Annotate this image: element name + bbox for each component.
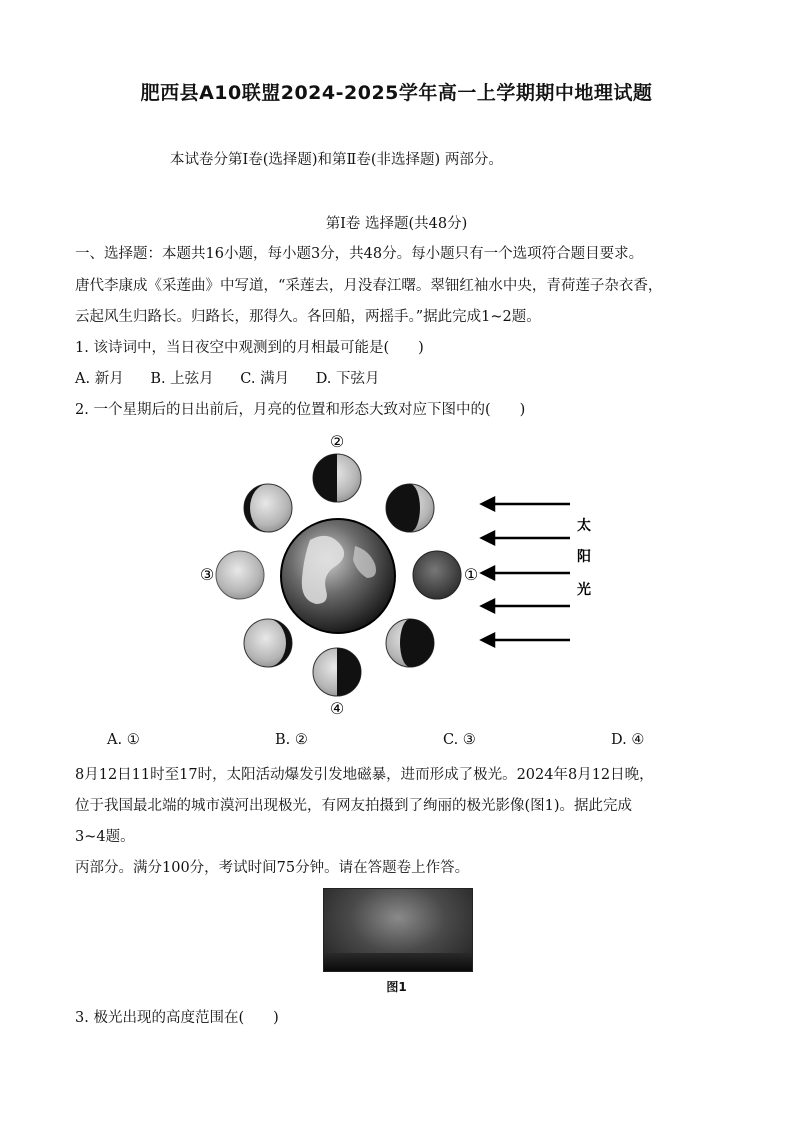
- section-instructions: 一、选择题：本题共16小题，每小题3分，共48分。每小题只有一个选项符合题目要求。: [75, 246, 644, 262]
- figure-caption: 图1: [386, 980, 407, 994]
- sunlight-arrows: [482, 498, 570, 646]
- aurora-photo: [323, 888, 473, 972]
- exam-title: 肥西县A10联盟2024-2025学年高一上学期期中地理试题: [140, 82, 653, 104]
- q2-option-a[interactable]: A. ①: [107, 732, 140, 748]
- q2-option-b[interactable]: B. ②: [275, 732, 308, 748]
- moon-position-2: [313, 454, 361, 502]
- intro-text: 本试卷分第Ⅰ卷(选择题)和第Ⅱ卷(非选择题) 两部分。: [170, 152, 503, 168]
- passage-2-line-1: 8月12日11时至17时，太阳活动爆发引发地磁暴，进而形成了极光。2024年8月12日晚，: [75, 767, 654, 783]
- question-1-stem: 1. 该诗词中，当日夜空中观测到的月相最可能是( ): [75, 340, 424, 356]
- earth-globe: [281, 519, 395, 633]
- question-2-stem: 2. 一个星期后的日出前后，月亮的位置和形态大致对应下图中的( ): [75, 402, 526, 418]
- sunlight-label-3: 光: [577, 582, 591, 598]
- moon-phase-diagram: [190, 428, 610, 728]
- moon-lower-left: [244, 619, 292, 667]
- moon-lower-right: [386, 619, 434, 667]
- aurora-photo-horizon: [324, 953, 472, 971]
- q2-option-d[interactable]: D. ④: [611, 732, 645, 748]
- label-1: ①: [463, 565, 479, 584]
- label-4: ④: [329, 699, 345, 718]
- sunlight-label-2: 阳: [577, 549, 591, 565]
- q2-option-c[interactable]: C. ③: [443, 732, 476, 748]
- q1-option-c[interactable]: C. 满月: [240, 371, 290, 387]
- moon-upper-left: [244, 484, 292, 532]
- moon-upper-right: [386, 484, 434, 532]
- section-heading: 第Ⅰ卷 选择题(共48分): [325, 216, 468, 232]
- moon-position-1: [413, 551, 461, 599]
- label-2: ②: [329, 432, 345, 451]
- label-3: ③: [199, 565, 215, 584]
- sunlight-label-1: 太: [577, 518, 591, 534]
- question-3-stem: 3. 极光出现的高度范围在( ): [75, 1010, 279, 1026]
- passage-2-line-2: 位于我国最北端的城市漠河出现极光，有网友拍摄到了绚丽的极光影像(图1)。据此完成: [75, 798, 633, 814]
- poem-intro-line-1: 唐代李康成《采莲曲》中写道，“采莲去，月没春江曙。翠钿红袖水中央，青荷莲子杂衣香，: [75, 278, 663, 294]
- moon-position-3: [216, 551, 264, 599]
- passage-2-line-3: 3~4题。: [75, 829, 135, 845]
- question-1-options: [75, 367, 402, 388]
- q1-option-a[interactable]: A. 新月: [75, 371, 124, 387]
- q1-option-d[interactable]: D. 下弦月: [315, 371, 380, 387]
- passage-2-line-4: 丙部分。满分100分，考试时间75分钟。请在答题卷上作答。: [75, 860, 470, 876]
- poem-intro-line-2: 云起风生归路长。归路长，那得久。各回船，两摇手。”据此完成1~2题。: [75, 309, 541, 325]
- moon-position-4: [313, 648, 361, 696]
- q1-option-b[interactable]: B. 上弦月: [150, 371, 214, 387]
